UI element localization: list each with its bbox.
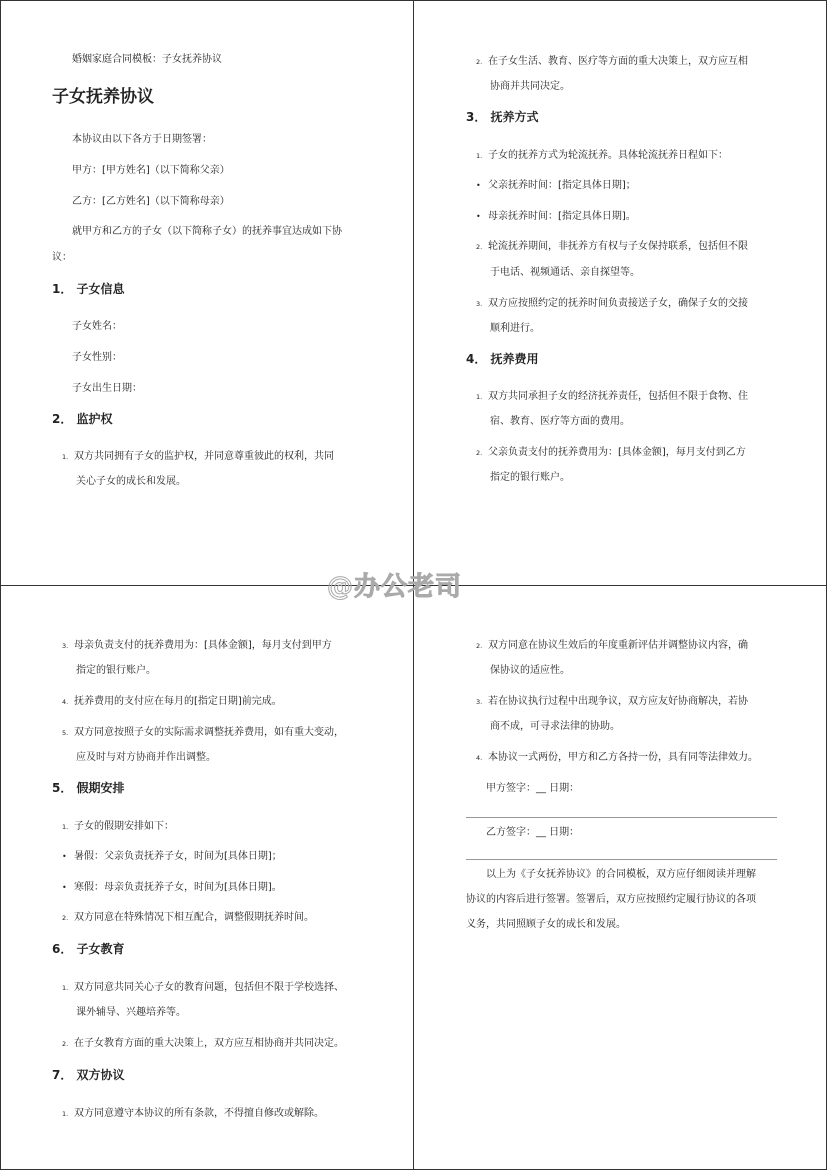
bullet-icon: •: [476, 181, 481, 190]
bullet-item: [62, 878, 282, 893]
list-number: 3.: [476, 698, 483, 706]
list-item-text: 抚养费用的支付应在每月的[指定日期]前完成。: [74, 696, 282, 707]
bullet-item: [476, 176, 636, 191]
list-number: 1.: [62, 984, 69, 992]
list-item-text: 双方应按照约定的抚养时间负责接送子女，确保子女的交接: [488, 298, 748, 309]
child-name-field: 子女姓名：: [72, 321, 122, 332]
signature-rule-b: [466, 859, 777, 860]
list-item-text: 在子女教育方面的重大决策上，双方应互相协商并共同决定。: [74, 1038, 344, 1049]
list-number: 4.: [476, 754, 483, 762]
list-item: [62, 636, 332, 651]
list-item-text: 双方同意按照子女的实际需求调整抚养费用，如有重大变动，: [74, 727, 344, 738]
list-item-text: 本协议一式两份，甲方和乙方各持一份，具有同等法律效力。: [488, 752, 758, 763]
closing-line-3: 义务，共同照顾子女的成长和发展。: [466, 919, 626, 930]
list-item: [476, 387, 748, 402]
signature-rule-a: [466, 817, 777, 818]
document-header: 婚姻家庭合同模板：子女抚养协议: [72, 54, 222, 65]
section-1-heading: 1． 子女信息: [52, 282, 125, 296]
list-item-continuation: 保协议的适应性。: [490, 665, 570, 676]
list-number: 1.: [476, 393, 483, 401]
list-number: 4.: [62, 698, 69, 706]
list-item-text: 双方同意共同关心子女的教育问题，包括但不限于学校选择、: [74, 982, 344, 993]
bullet-text: 父亲抚养时间：[指定具体日期]；: [488, 180, 636, 191]
list-item: [476, 636, 748, 651]
list-number: 1.: [62, 823, 69, 831]
bullet-icon: •: [62, 883, 67, 892]
section-3-heading: 3． 抚养方式: [466, 110, 539, 124]
list-item-text: 双方同意在协议生效后的年度重新评估并调整协议内容，确: [488, 640, 748, 651]
list-item-text: 父亲负责支付的抚养费用为：[具体金额]，每月支付到乙方: [488, 447, 746, 458]
list-item-continuation: 于电话、视频通话、亲自探望等。: [490, 267, 640, 278]
list-item-text: 在子女生活、教育、医疗等方面的重大决策上，双方应互相: [488, 56, 748, 67]
bullet-item: [62, 847, 282, 862]
signature-line-party-b: 乙方签字：__ 日期：: [486, 827, 580, 838]
list-item: [476, 294, 748, 309]
section-4-heading: 4． 抚养费用: [466, 352, 539, 366]
child-gender-field: 子女性别：: [72, 352, 122, 363]
list-item-continuation: 指定的银行账户。: [76, 665, 156, 676]
intro-text: 本协议由以下各方于日期签署：: [72, 134, 212, 145]
list-number: 2.: [62, 914, 69, 922]
child-birth-field: 子女出生日期：: [72, 383, 142, 394]
list-item-continuation: 课外辅导、兴趣培养等。: [76, 1007, 186, 1018]
bullet-text: 寒假：母亲负责抚养子女，时间为[具体日期]。: [74, 882, 282, 893]
list-number: 2.: [476, 642, 483, 650]
section-6-heading: 6． 子女教育: [52, 942, 125, 956]
list-item: [62, 908, 314, 923]
list-item-text: 子女的假期安排如下：: [74, 821, 174, 832]
list-number: 1.: [476, 152, 483, 160]
page-2: [414, 0, 827, 585]
list-item-continuation: 应及时与对方协商并作出调整。: [76, 752, 216, 763]
list-item-text: 双方共同承担子女的经济抚养责任，包括但不限于食物、住: [488, 391, 748, 402]
list-number: 2.: [476, 58, 483, 66]
list-number: 3.: [476, 300, 483, 308]
list-item: [476, 748, 758, 763]
bullet-item: [476, 207, 636, 222]
closing-line-1: 以上为《子女抚养协议》的合同模板，双方应仔细阅读并理解: [486, 869, 756, 880]
party-a-text: 甲方：[甲方姓名]（以下简称父亲）: [72, 165, 230, 176]
list-number: 1.: [62, 453, 69, 461]
preamble-line-2: 议：: [52, 252, 72, 263]
list-item-text: 双方同意遵守本协议的所有条款，不得擅自修改或解除。: [74, 1108, 324, 1119]
list-item: [62, 447, 334, 462]
list-item-continuation: 指定的银行账户。: [490, 472, 570, 483]
bullet-text: 暑假：父亲负责抚养子女，时间为[具体日期]；: [74, 851, 282, 862]
list-item-text: 轮流抚养期间，非抚养方有权与子女保持联系，包括但不限: [488, 241, 748, 252]
list-item-text: 母亲负责支付的抚养费用为：[具体金额]，每月支付到甲方: [74, 640, 332, 651]
list-item-text: 若在协议执行过程中出现争议，双方应友好协商解决，若协: [488, 696, 748, 707]
list-item-text: 双方共同拥有子女的监护权，并同意尊重彼此的权利，共同: [74, 451, 334, 462]
signature-line-party-a: 甲方签字：__ 日期：: [486, 783, 580, 794]
list-item-text: 双方同意在特殊情况下相互配合，调整假期抚养时间。: [74, 912, 314, 923]
list-item-continuation: 商不成，可寻求法律的协助。: [490, 721, 620, 732]
list-item-continuation: 顺利进行。: [490, 323, 540, 334]
list-number: 2.: [476, 243, 483, 251]
list-item: [476, 692, 748, 707]
list-item-continuation: 协商并共同决定。: [490, 81, 570, 92]
list-number: 2.: [476, 449, 483, 457]
closing-line-2: 协议的内容后进行签署。签署后，双方应按照约定履行协议的各项: [466, 894, 756, 905]
watermark: @办公老司: [327, 572, 463, 602]
section-2-heading: 2． 监护权: [52, 412, 113, 426]
page-4: [414, 586, 827, 1170]
list-item: [62, 1034, 344, 1049]
list-item: [62, 692, 282, 707]
list-item: [476, 52, 748, 67]
party-b-text: 乙方：[乙方姓名]（以下简称母亲）: [72, 196, 230, 207]
list-number: 3.: [62, 642, 69, 650]
list-item: [62, 817, 174, 832]
list-item: [62, 978, 344, 993]
list-item: [476, 146, 728, 161]
page-3: [0, 586, 413, 1170]
list-number: 2.: [62, 1040, 69, 1048]
bullet-icon: •: [476, 212, 481, 221]
list-item: [476, 443, 746, 458]
list-item-continuation: 关心子女的成长和发展。: [76, 476, 186, 487]
page-title: 子女抚养协议: [52, 87, 154, 107]
list-number: 5.: [62, 729, 69, 737]
list-item-text: 子女的抚养方式为轮流抚养。具体轮流抚养日程如下：: [488, 150, 728, 161]
list-item: [62, 723, 344, 738]
bullet-icon: •: [62, 852, 67, 861]
list-item-continuation: 宿、教育、医疗等方面的费用。: [490, 416, 630, 427]
page-1: [0, 0, 413, 585]
bullet-text: 母亲抚养时间：[指定具体日期]。: [488, 211, 636, 222]
list-number: 1.: [62, 1110, 69, 1118]
list-item: [476, 237, 748, 252]
section-7-heading: 7． 双方协议: [52, 1068, 125, 1082]
preamble-line-1: 就甲方和乙方的子女（以下简称子女）的抚养事宜达成如下协: [72, 226, 342, 237]
list-item: [62, 1104, 324, 1119]
section-5-heading: 5． 假期安排: [52, 781, 125, 795]
